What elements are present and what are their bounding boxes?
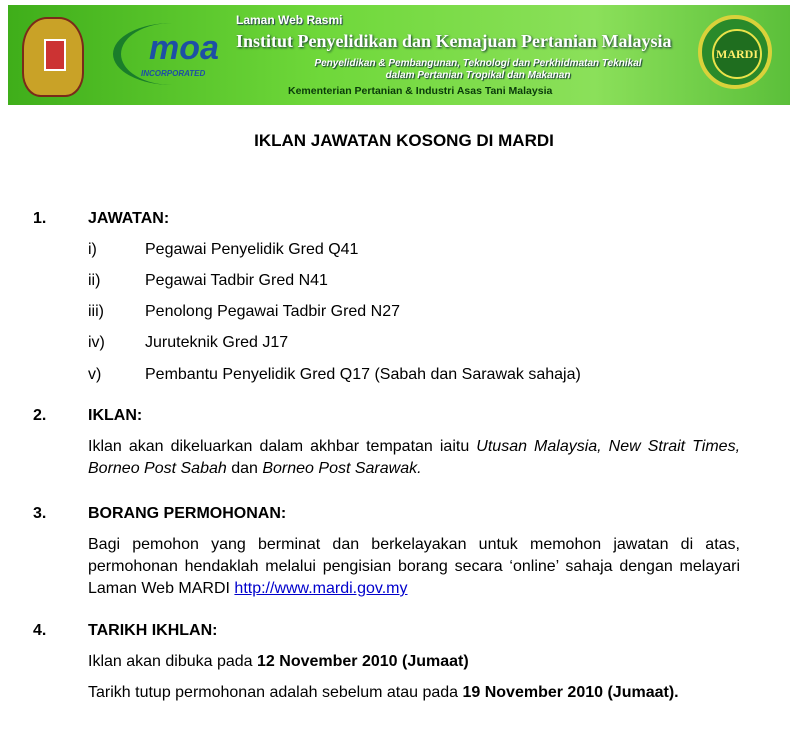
- item-number: ii): [88, 272, 101, 289]
- job-item: Pegawai Tadbir Gred N41: [145, 272, 328, 289]
- close-date-text: Tarikh tutup permohonan adalah sebelum atau pada 19 November 2010 (Jumaat).: [88, 684, 679, 701]
- banner-title: Institut Penyelidikan dan Kemajuan Pertanian Malaysia: [236, 31, 672, 51]
- banner-ministry: Kementerian Pertanian & Industri Asas Tani Malaysia: [288, 85, 553, 97]
- page-title: IKLAN JAWATAN KOSONG DI MARDI: [254, 131, 554, 150]
- section-heading: BORANG PERMOHONAN:: [88, 505, 287, 522]
- mardi-logo: MARDI: [698, 15, 772, 89]
- mardi-website-link[interactable]: http://www.mardi.gov.my: [234, 580, 408, 597]
- coat-of-arms-logo: [22, 17, 84, 97]
- moa-logo: moa INCORPORATED: [113, 23, 231, 85]
- section-heading: TARIKH IKHLAN:: [88, 622, 218, 639]
- job-item: Pembantu Penyelidik Gred Q17 (Sabah dan Sarawak sahaja): [145, 366, 581, 383]
- section-number: 4.: [33, 622, 47, 639]
- header-banner: [8, 5, 790, 105]
- section-number: 1.: [33, 210, 47, 227]
- section-paragraph: Iklan akan dikeluarkan dalam akhbar tempatan iaitu Utusan Malaysia, New Strait Times, Borneo Post Sabah dan Borneo Post Sarawak.: [88, 438, 741, 477]
- job-item: Penolong Pegawai Tadbir Gred N27: [145, 303, 400, 320]
- section-heading: JAWATAN:: [88, 210, 170, 227]
- section-number: 3.: [33, 505, 47, 522]
- banner-tagline: Penyelidikan & Pembangunan, Teknologi dan Perkhidmatan Teknikal dalam Pertanian Tropikal dan Makanan: [314, 58, 642, 81]
- item-number: i): [88, 241, 97, 258]
- item-number: iii): [88, 303, 104, 320]
- section-heading: IKLAN:: [88, 407, 143, 424]
- open-date-text: Iklan akan dibuka pada 12 November 2010 (Jumaat): [88, 653, 469, 670]
- item-number: v): [88, 366, 102, 383]
- job-item: Juruteknik Gred J17: [145, 334, 289, 351]
- job-item: Pegawai Penyelidik Gred Q41: [145, 241, 359, 258]
- section-paragraph: Bagi pemohon yang berminat dan berkelayakan untuk memohon jawatan di atas, permohonan hendaklah melalui pengisian borang secara ‘online’ sahaja dengan melayari Laman Web MARDI http://www.mardi.gov.my: [88, 536, 740, 597]
- section-number: 2.: [33, 407, 47, 424]
- item-number: iv): [88, 334, 105, 351]
- banner-subtitle: Laman Web Rasmi: [236, 13, 343, 27]
